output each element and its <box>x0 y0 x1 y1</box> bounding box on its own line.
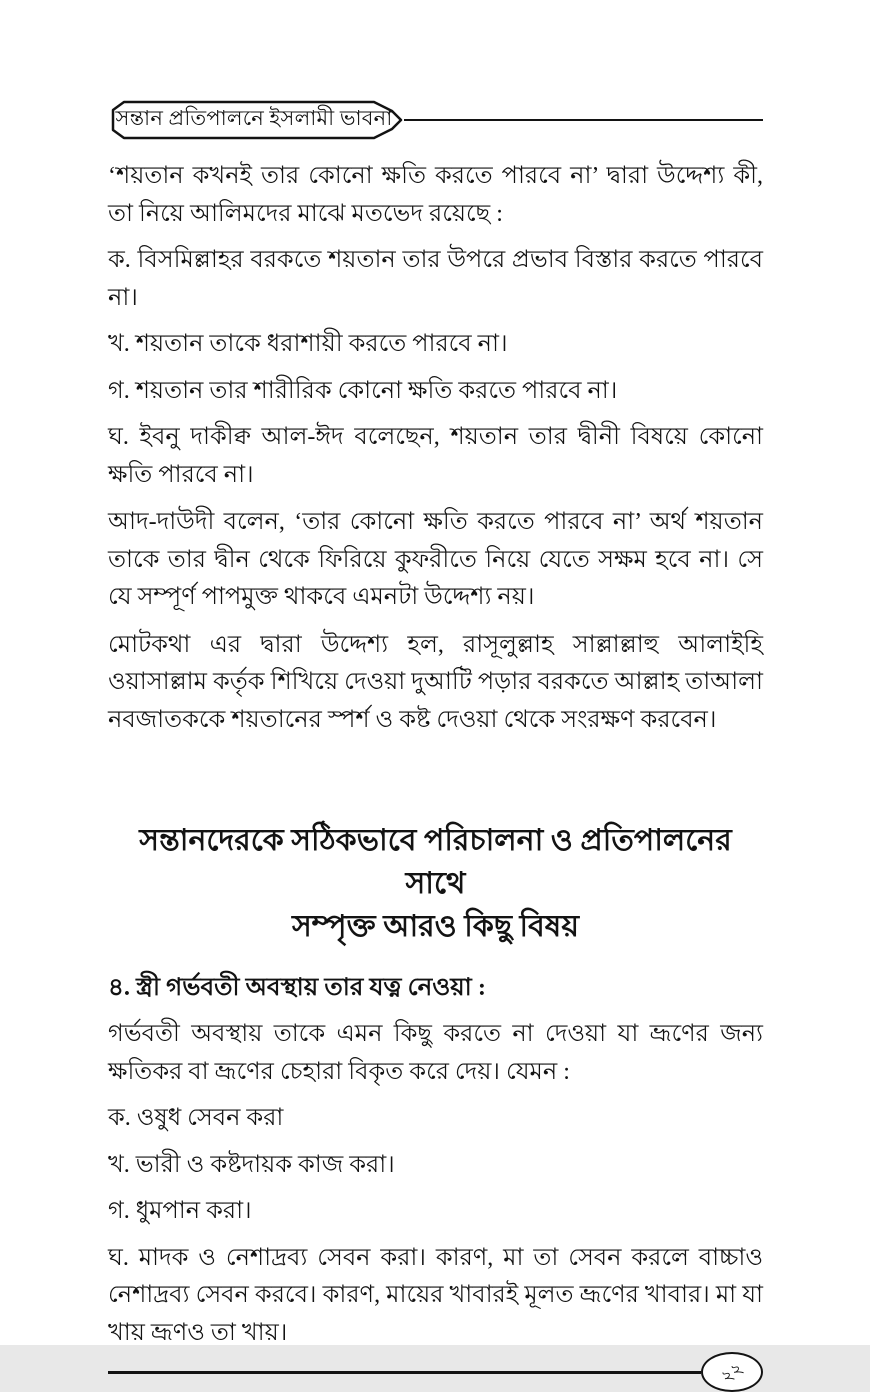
section-item-ga: গ. ধুমপান করা। <box>108 1198 252 1224</box>
header-rule <box>404 119 763 121</box>
page-footer <box>108 1352 763 1392</box>
paragraph-intro: ‘শয়তান কখনই তার কোনো ক্ষতি করতে পারবে না’ দ্বারা উদ্দেশ্য কী, তা নিয়ে আলিমদের মাঝে মতভেদ রয়েছে : <box>108 163 763 227</box>
section-item-gha: ঘ. মাদক ও নেশাদ্রব্য সেবন করা। কারণ, মা তা সেবন করলে বাচ্চাও নেশাদ্রব্য সেবন করবে। কারণ, মায়ের খাবারই মূলত ভ্রূণের খাবার। মা যা খায় ভ্রূণও তা খায়। <box>108 1244 763 1346</box>
list-item-ga: গ. শয়তান তার শারীরিক কোনো ক্ষতি করতে পারবে না। <box>108 377 618 404</box>
section-title-line1: সন্তানদেরকে সঠিকভাবে পরিচালনা ও প্রতিপালনের সাথে <box>139 824 732 900</box>
list-item-gha: ঘ. ইবনু দাকীক্ব আল-ঈদ বলেছেন, শয়তান তার দ্বীনী বিষয়ে কোনো ক্ষতি পারবে না। <box>108 424 763 488</box>
section-title <box>108 819 763 948</box>
page-number: ২২ <box>717 1357 747 1387</box>
paragraph-dawudi: আদ-দাউদী বলেন, ‘তার কোনো ক্ষতি করতে পারবে না’ অর্থ শয়তান তাকে তার দ্বীন থেকে ফিরিয়ে কুফরীতে নিয়ে যেতে সক্ষম হবে না। সে যে সম্পূর্ণ পাপমুক্ত থাকবে এমনটা উদ্দেশ্য নয়। <box>108 509 763 610</box>
section-subheading: ৪. স্ত্রী গর্ভবতী অবস্থায় তার যত্ন নেওয়া : <box>108 974 487 1001</box>
list-item-kha: খ. শয়তান তাকে ধরাশায়ী করতে পারবে না। <box>108 331 508 357</box>
list-item-ka: ক. বিসমিল্লাহর বরকতে শয়তান তার উপরে প্রভাব বিস্তার করতে পারবে না। <box>108 247 763 311</box>
paragraph-summary: মোটকথা এর দ্বারা উদ্দেশ্য হল, রাসূলুল্লাহ সাল্লাল্লাহু আলাইহি ওয়াসাল্লাম কর্তৃক শিখিয়ে দেওয়া দুআটি পড়ার বরকতে আল্লাহ তাআলা নবজাতককে শয়তানের স্পর্শ ও কষ্ট দেওয়া থেকে সংরক্ষণ করবেন। <box>108 631 763 733</box>
section-paragraph: গর্ভবতী অবস্থায় তাকে এমন কিছু করতে না দেওয়া যা ভ্রূণের জন্য ক্ষতিকর বা ভ্রূণের চেহারা বিকৃত করে দেয়। যেমন : <box>108 1021 763 1085</box>
header-plaque <box>108 99 406 141</box>
section-item-ka: ক. ওষুধ সেবন করা <box>108 1105 284 1131</box>
page-number-badge <box>701 1352 763 1392</box>
footer-rule <box>108 1371 701 1374</box>
section-item-kha: খ. ভারী ও কষ্টদায়ক কাজ করা। <box>108 1151 395 1178</box>
book-title: সন্তান প্রতিপালনে ইসলামী ভাবনা <box>115 105 393 130</box>
page-header <box>108 99 763 141</box>
section-title-line2: সম্পৃক্ত আরও কিছু বিষয় <box>291 910 580 943</box>
